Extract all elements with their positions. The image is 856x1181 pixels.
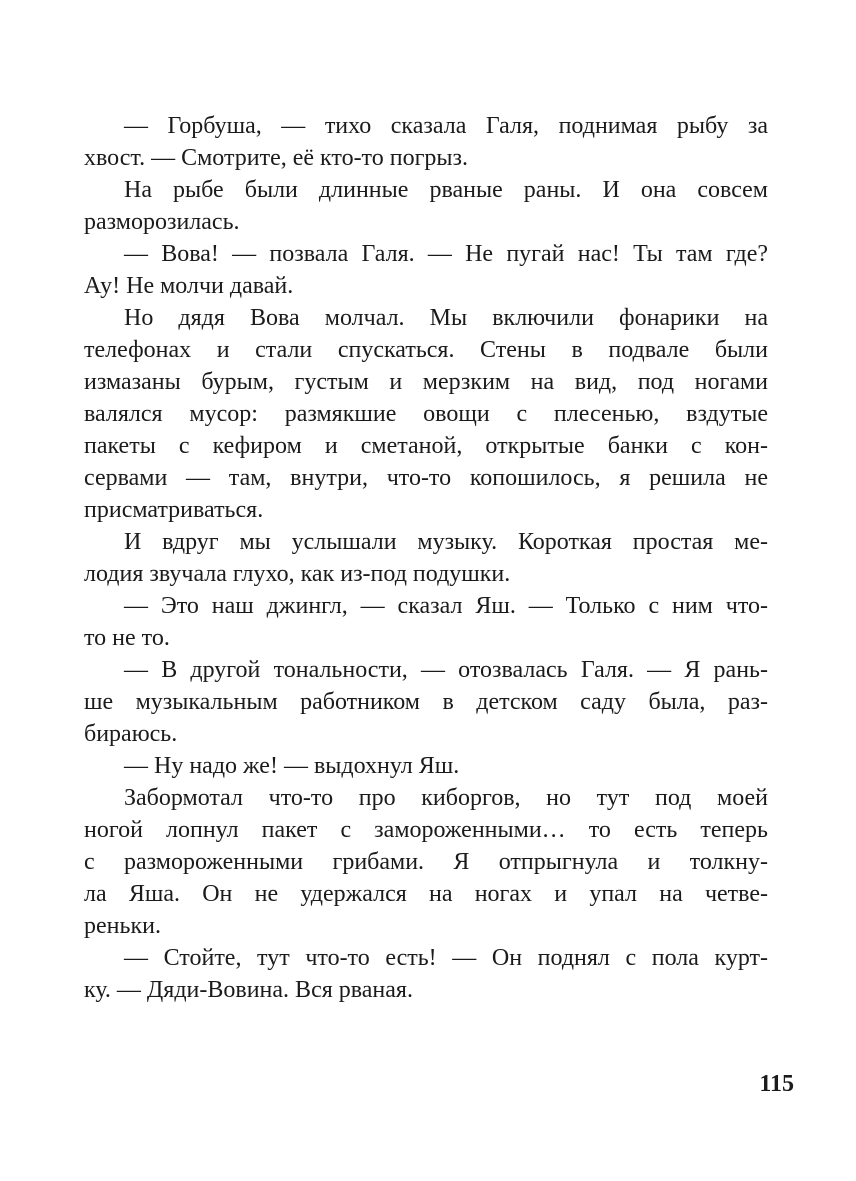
text-line: бираюсь.	[84, 721, 178, 747]
text-line: И вдруг мы услышали музыку. Короткая простая ме-	[124, 529, 768, 555]
text-line: хвост. — Смотрите, её кто-то погрыз.	[84, 145, 469, 171]
text-line: разморозилась.	[84, 209, 240, 235]
text-line: — Стойте, тут что-то есть! — Он поднял с пола курт-	[124, 945, 768, 971]
text-line: ку. — Дяди-Вовина. Вся рваная.	[84, 977, 413, 1003]
text-line: пакеты с кефиром и сметаной, открытые банки с кон-	[84, 433, 768, 459]
paragraph	[84, 782, 768, 942]
paragraph	[84, 942, 768, 1006]
text-line: реньки.	[84, 913, 161, 939]
page-number: 115	[759, 1071, 794, 1097]
text-line: Забормотал что-то про киборгов, но тут под моей	[124, 785, 768, 811]
text-line: На рыбе были длинные рваные раны. И она совсем	[124, 177, 768, 203]
paragraph	[84, 174, 768, 238]
text-line: измазаны бурым, густым и мерзким на вид, под ногами	[84, 369, 768, 395]
text-line: ше музыкальным работником в детском саду была, раз-	[84, 689, 768, 715]
text-line: — Это наш джингл, — сказал Яш. — Только с ним что-	[124, 593, 768, 619]
text-line: то не то.	[84, 625, 170, 651]
paragraph	[84, 526, 768, 590]
text-line: присматриваться.	[84, 497, 264, 523]
text-line: с размороженными грибами. Я отпрыгнула и толкну-	[84, 849, 768, 875]
paragraph	[84, 238, 768, 302]
text-line: — В другой тональности, — отозвалась Галя. — Я рань-	[124, 657, 768, 683]
paragraph	[84, 110, 768, 174]
text-line: валялся мусор: размякшие овощи с плесенью, вздутые	[84, 401, 768, 427]
text-line: Но дядя Вова молчал. Мы включили фонарики на	[124, 305, 768, 331]
text-block	[84, 110, 768, 1006]
text-line: телефонах и стали спускаться. Стены в подвале были	[84, 337, 768, 363]
text-line: — Ну надо же! — выдохнул Яш.	[124, 753, 460, 779]
text-line: — Горбуша, — тихо сказала Галя, поднимая рыбу за	[124, 113, 768, 139]
text-line: ногой лопнул пакет с замороженными… то есть теперь	[84, 817, 768, 843]
paragraph	[84, 750, 768, 782]
text-line: Ау! Не молчи давай.	[84, 273, 294, 299]
text-line: сервами — там, внутри, что-то копошилось, я решила не	[84, 465, 768, 491]
text-line: лодия звучала глухо, как из-под подушки.	[84, 561, 511, 587]
paragraph	[84, 590, 768, 654]
paragraph	[84, 654, 768, 750]
text-line: ла Яша. Он не удержался на ногах и упал на четве-	[84, 881, 768, 907]
paragraph	[84, 302, 768, 526]
text-line: — Вова! — позвала Галя. — Не пугай нас! Ты там где?	[124, 241, 768, 267]
